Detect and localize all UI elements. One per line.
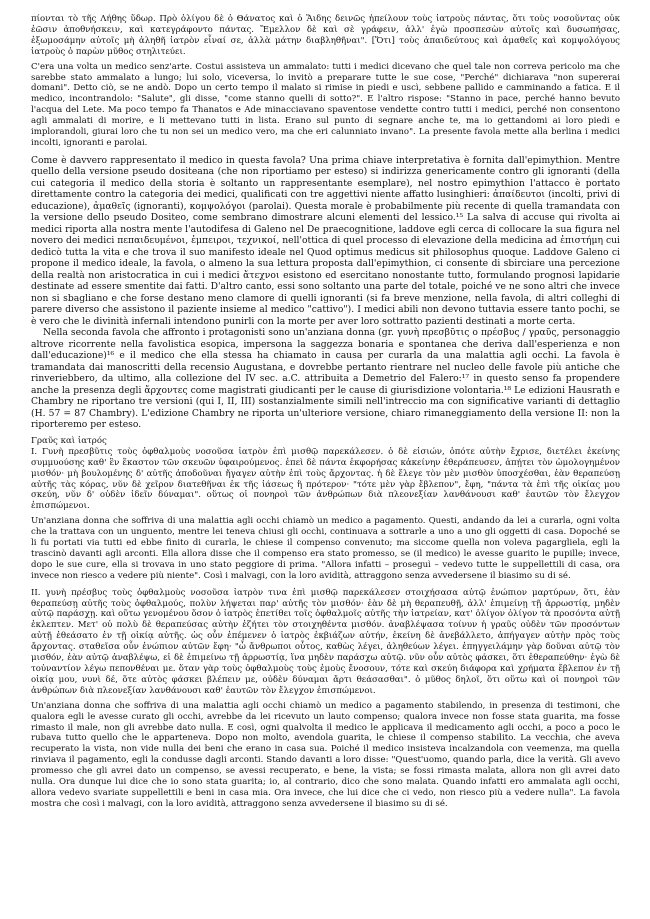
translation-fable-medico: C'era una volta un medico senz'arte. Costui assisteva un ammalato: tutti i medici dicevano che quel tale non correva pericolo ma che sarebbe stato ammalato a lungo; lui solo, viceversa, lo invitò a preparare tutte le sue cose, "Perché" dichiarava "non supererai domani". Detto ciò, se ne andò. Dopo un certo tempo il malato si rimise in piedi e uscì, sebbene pallido e camminando a fatica. E il medico, incontrandolo: "Salute", gli disse, "come stanno quelli di sotto?". E l'altro rispose: "Stanno in pace, perché hanno bevuto l'acqua del Lete. Ma poco tempo fa Thanatos e Ade minacciavano spaventose vendette contro tutti i medici, perché non consentono agli ammalati di morire, e li mettevano tutti in lista. Erano sul punto di segnare anche te, ma io gettandomi ai loro piedi e implorandoli, giurai loro che tu non sei un medico vero, ma che eri calunniato invano". La presente favola mette alla berlina i medici incolti, ignoranti e parolai.	[31, 61, 620, 148]
greek-text-version-1: I. Γυνὴ πρεσβῦτις τοὺς ὀφθαλμοὺς νοσοῦσα ἰατρὸν ἐπὶ μισθῷ παρεκάλεσεν. ὁ δὲ εἰσιών, ὁπότε αὐτὴν ἔχρισε, διετέλει ἐκείνης συμμυούσης καθ' ἓν ἕκαστον τῶν σκευῶν ὑφαιρούμενος. ἐπεὶ δὲ πάντα ἐκφορήσας κἀκείνην ἐθεράπευσεν, ἀπῄτει τὸν ὡμολογημένον μισθόν· μὴ βουλομένης δ' αὐτῆς ἀποδοῦναι ἤγαγεν αὐτὴν ἐπὶ τοὺς ἄρχοντας. ἡ δὲ ἔλεγε τὸν μὲν μισθὸν ὑποσχέσθαι, ἐὰν θεραπεύσῃ αὐτῆς τὰς κόρας, νῦν δὲ χεῖρον διατεθῆναι ἐκ τῆς ἰάσεως ἢ πρότερον· "τότε μὲν γὰρ ἔβλεπον", ἔφη, "πάντα τὰ ἐπὶ τῆς οἰκίας μου σκεύη, νῦν δ' οὐδὲν ἰδεῖν δύναμαι". οὕτως οἱ πονηροὶ τῶν ἀνθρώπων διὰ πλεονεξίαν λανθάνουσι καθ' ἑαυτῶν τὸν ἔλεγχον ἐπισπώμενοι.	[31, 446, 620, 512]
greek-text-version-2: II. γυνὴ πρέσβυς τοὺς ὀφθαλμοὺς νοσοῦσα ἰατρὸν τινα ἐπὶ μισθῷ παρεκάλεσεν στοιχήσασα αὐτῷ ἐνώπιον μαρτύρων, ὅτι, ἐὰν θεραπεύσῃ αὐτῆς τοὺς ὀφθαλμούς, πολὺν λήψεται παρ' αὐτῆς τὸν μισθόν· ἐὰν δὲ μὴ θεραπευθῇ, ἀλλ' ἐπιμείνῃ τῇ ἀρρωστίᾳ, μηδὲν αὐτῷ παράσχῃ. καὶ οὕτω γενομένου ὅσον ὁ ἰατρὸς ἐπετίθει τοῖς ὀφθαλμοῖς αὐτῆς τὴν ἰατρείαν, κατ' ὀλίγον ὀλίγον τὰ προσόντα αὐτῇ ἐκλεπτεν. Μετ' οὐ πολὺ δὲ θεραπεύσας αὐτὴν ἐζήτει τὸν στοιχηθέντα μισθόν. ἀναβλέψασα τοίνυν ἡ γραῦς οὐδὲν τῶν προσόντων αὐτῇ ἐθεάσατο ἐν τῇ οἰκίᾳ αὐτῆς. ὡς οὖν ἐπέμενεν ὁ ἰατρὸς ἐκβιάζων αὐτήν, ἐκείνη δὲ ἀνεβάλλετο, ἀπήγαγεν αὐτὴν πρὸς τοὺς ἄρχοντας. σταθεῖσα οὖν ἐνώπιον αὐτῶν ἔφη· "ὦ ἄνθρωποι οὗτος, καθὼς λέγει, ἀληθεύων λέγει. ἐπηγγειλάμην γὰρ δοῦναι αὐτῷ τὸν μισθόν, ἐὰν αὐτῷ ἀναβλέψω, εἰ δὲ ἐπιμείνω τῇ ἀρρωστίᾳ, ἵνα μηδὲν παράσχω αὐτῷ. νῦν οὖν αὐτὸς φάσκει, ὅτι ἐθεραπεύθην· ἐγὼ δὲ τοὐναντίον λέγω πεπονθέναι με. ὅταν γὰρ τοὺς ὀφθαλμοὺς τοὺς ἐμοὺς ἔνοσουν, τότε καὶ σκεύη διάφορα καὶ χρήματα ἔβλεπον ἐν τῇ οἰκίᾳ μου, νυνὶ δέ, ὅτε αὐτὸς φάσκει βλέπειν με, οὐδὲν δύναμαι ἄρτι θεάσασθαι". ὁ μῦθος δηλοῖ, ὅτι οὕτω καὶ οἱ πονηροὶ τῶν ἀνθρώπων διὰ πλεονεξίαν λανθάνουσι καθ' ἑαυτῶν τὸν ἔλεγχον ἐπισπώμενοι.	[31, 587, 620, 696]
translation-version-2: Un'anziana donna che soffriva di una malattia agli occhi chiamò un medico a pagamento stabilendo, in presenza di testimoni, che qualora egli le avesse curato gli occhi, avrebbe da lei ricevuto un lauto compenso; qualora invece non fosse stata guarita, ma fosse rimasto il male, non gli avrebbe dato nulla. E così, ogni qualvolta il medico le applicava il medicamento agli occhi, a poco a poco le rubava tutto quello che le apparteneva. Dopo non molto, avendola guarita, le chiese il compenso stabilito. La vecchia, che aveva recuperato la vista, non vide nulla dei beni che erano in casa sua. Poiché il medico insisteva incalzandola con veemenza, ma quella rinviava il pagamento, egli la condusse dagli arconti. Stando davanti a loro disse: "Quest'uomo, quando parla, dice la verità. Gli avevo promesso che gli avrei dato un compenso, se avessi recuperato, e bene, la vista; se fossi rimasta malata, allora non gli avrei dato nulla. Ora dunque lui dice che io sono stata guarita; io, al contrario, dico che sono malata. Quando infatti ero ammalata agli occhi, allora vedevo svariate suppellettili e beni in casa mia. Ora invece, che lui dice che ci vedo, non riesco più a vedere nulla". La favola mostra che così i malvagi, con la loro avidità, attraggono senza avvedersene il biasimo su di sé.	[31, 700, 620, 809]
greek-text-fable-ending: πίονται τὸ τῆς Λήθης ὕδωρ. Πρὸ ὀλίγου δὲ ὁ Θάνατος καὶ ὁ Ἅιδης δεινῶς ἠπείλουν τοὺς ἰατροὺς πάντας, ὅτι τοὺς νοσοῦντας οὐκ ἐῶσιν ἀποθνήσκειν, καὶ κατεγράφοντο πάντας. Ἔμελλον δὲ καὶ σὲ γράφειν, ἀλλ' ἐγὼ προσπεσὼν αὐτοῖς καὶ δυσωπήσας, ἐξωμοσάμην αὐτοῖς μὴ ἀληθῆ ἰατρὸν εἶναί σε, ἀλλὰ μάτην διαβληθῆναι". [Ὅτι] τοὺς ἀπαιδεύτους καὶ ἀμαθεῖς καὶ κομψολόγους ἰατροὺς ὁ παρὼν μῦθος στηλιτεύει.	[31, 14, 620, 57]
paragraph-second-fable-intro: Nella seconda favola che affronto i protagonisti sono un'anziana donna (gr. γυνὴ πρεσβῦτις o πρέσβυς / γραῦς, personaggio altrove ricorrente nella favolistica esopica, impersona la saggezza bonaria e spontanea che deriva dall'esperienza e non dall'educazione)¹⁶ e il medico che ella stessa ha chiamato in causa per curarla da una malattia agli occhi. La favola è tramandata dai manoscritti della recensio Augustana, e dovrebbe pertanto rientrare nel nucleo delle favole più antiche che rinveriebbero, da ultimo, alla collezione del IV sec. a.C. attribuita a Demetrio del Falero:¹⁷ in questo senso fa propendere anche la presenza degli ἄρχοντες come magistrati giudicanti per le cause di giurisdizione volontaria.¹⁸ Le edizioni Hausrath e Chambry ne riportano tre versioni (qui I, II, III) sostanzialmente simili nell'intreccio ma con significative varianti di dettaglio (H. 57 = 87 Chambry). L'edizione Chambry ne riporta un'ulteriore versione, chiaro rimaneggiamento della versione II: non la riporteremo per esteso.	[31, 327, 620, 431]
greek-section-heading: Γραῦς καὶ ἰατρός	[31, 435, 107, 446]
translation-version-1: Un'anziana donna che soffriva di una malattia agli occhi chiamò un medico a pagamento. Questi, andando da lei a curarla, ogni volta che la trattava con un unguento, mentre lei teneva chiusi gli occhi, continuava a sottrarle a uno a uno gli oggetti di casa. Dopoché se li fu portati via tutti ed ebbe finito di curarla, le chiese il compenso convenuto; ma siccome quella non voleva pagargliela, egli la trascinò davanti agli arconti. Ella allora disse che il compenso era stato promesso, se (il medico) le avesse guarito le pupille; invece, dopo le sue cure, ella si trovava in uno stato peggiore di prima. "Allora infatti – proseguì – vedevo tutte le suppellettili di casa, ora invece non riesco a vedere più niente". Così i malvagi, con la loro avidità, attraggono senza avvedersene il biasimo su di sé.	[31, 516, 620, 581]
paragraph-analysis-epimythion: Come è davvero rappresentato il medico in questa favola? Una prima chiave interpretativa è fornita dall'epimythion. Mentre quello della versione pseudo dositeana (che non riportiamo per esteso) si indirizza genericamente contro gli ignoranti (della cui categoria il medico della storia è soltanto un rappresentante esemplare), nel nostro epimythion l'attacco è portato direttamente contro la categoria dei medici, qualificati con tre aggettivi niente affatto lusinghieri: ἀπαίδευτοι (incolti, privi di educazione), ἀμαθεῖς (ignoranti), κομψολόγοι (parolai). Questa morale è probabilmente più recente di quella tramandata con la versione dello pseudo Dositeo, come sembrano dimostrare alcuni elementi del lessico.¹⁵ La salva di accuse qui rivolta ai medici riporta alla nostra mente l'autodifesa di Galeno nel De praecognitione, laddove egli cerca di collocare la sua figura nel novero dei medici πεπαιδευμένοι, ἐμπειροι, τεχνικοί, nell'ottica di quel processo di elevazione della medicina ad ἐπιστήμη cui dedicò tutta la vita e che trova il suo manifesto ideale nel Quod optimus medicus sit philosophus quoque. Laddove Galeno ci propone il medico ideale, la favola, o almeno la sua lettura proposta dall'epimythion, ci consente di sbirciare una percezione della realtà non aristocratica in cui i medici ἄτεχνοι esistono ed esercitano nonostante tutto, formulando prognosi lapidarie destinate ad essere smentite dai fatti. D'altro canto, essi sono soltanto una parte del totale, poiché ve ne sono altri che invece non si sbagliano e che forse destano meno clamore di quelli ignoranti (si fa breve menzione, nella favola, di altri colleghi di parere diverso che assistono il paziente insieme al medico "cattivo"). I medici abili non devono tuttavia essere tanto pochi, se è vero che le divinità infernali intendono punirli con la morte per aver loro sottratto pazienti destinati a morte certa.	[31, 154, 620, 327]
